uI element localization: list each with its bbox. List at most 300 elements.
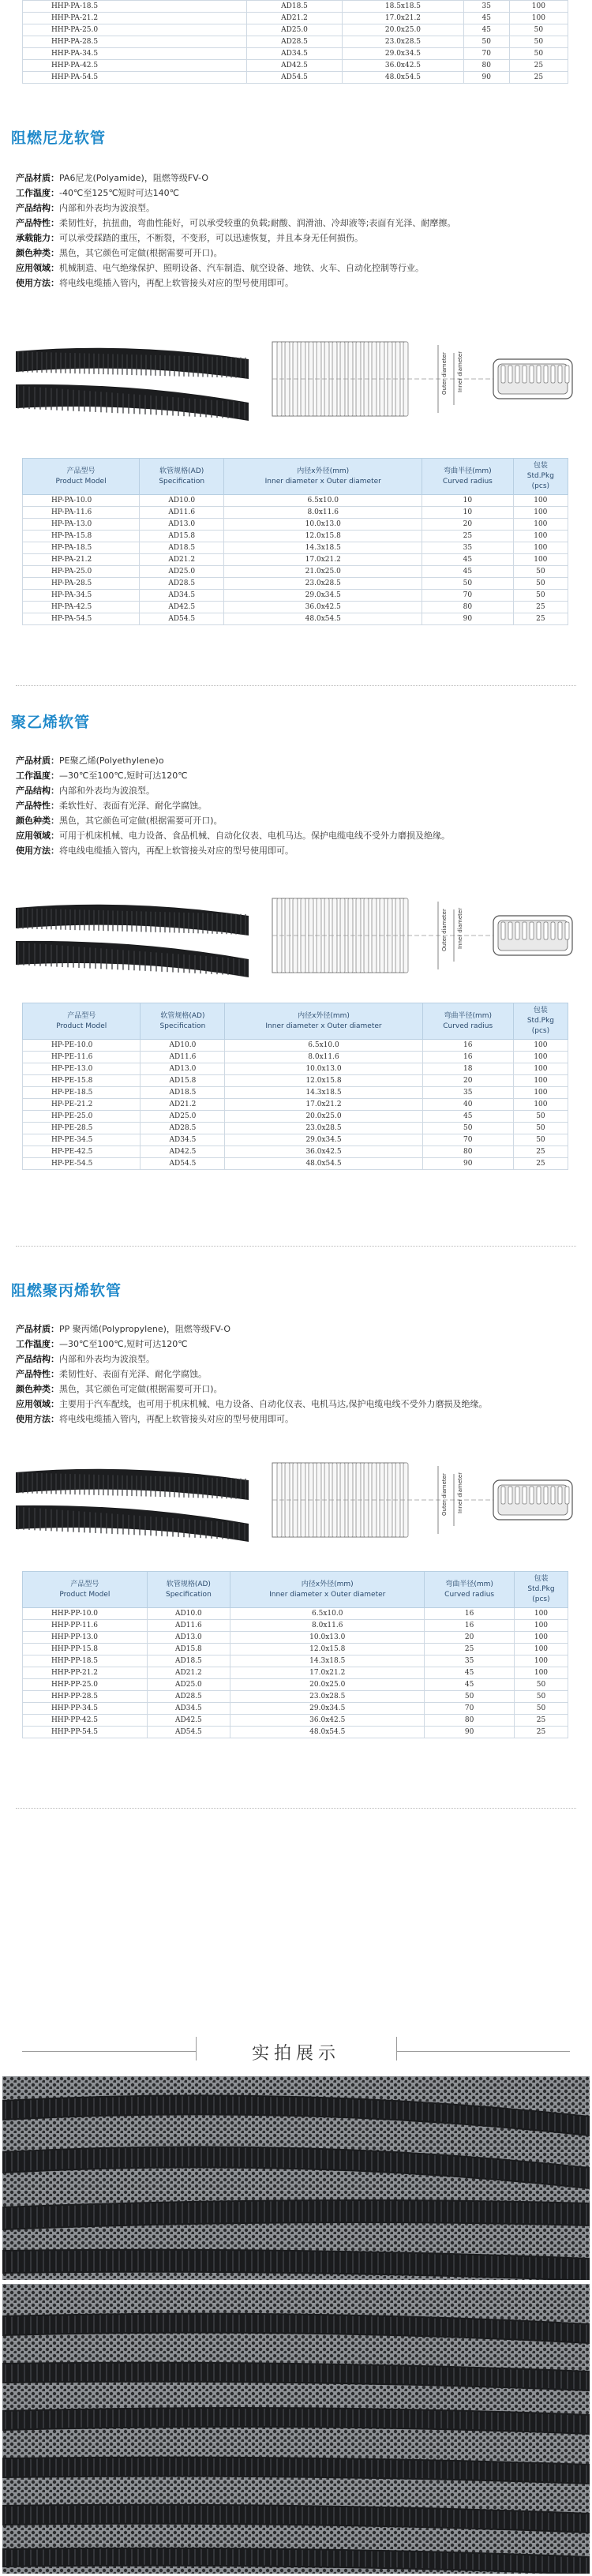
prop-value: 机械制造、电气绝缘保护、照明设备、汽车制造、航空设备、地铁、火车、自动化控制等行业。 bbox=[59, 263, 424, 273]
table-cell: 50 bbox=[513, 1123, 568, 1134]
table-cell: 50 bbox=[509, 36, 568, 48]
table-cell: HP-PA-13.0 bbox=[23, 519, 140, 531]
table-cell: 45 bbox=[425, 1667, 514, 1679]
table-row bbox=[23, 1111, 568, 1123]
table-cell: 50 bbox=[513, 590, 568, 602]
table-cell: 14.3x18.5 bbox=[230, 1655, 425, 1667]
top-table-tail bbox=[0, 0, 568, 84]
header-text: 产品型号 bbox=[66, 467, 96, 475]
table-cell: HHP-PA-54.5 bbox=[23, 72, 247, 84]
table-cell: HP-PA-28.5 bbox=[23, 578, 140, 590]
prop-line bbox=[16, 768, 450, 783]
prop-key: 产品结构： bbox=[16, 1354, 59, 1364]
table-cell: 16 bbox=[422, 1052, 513, 1063]
header-text: 内径x外径(mm) bbox=[301, 1580, 354, 1588]
table-cell: HP-PA-11.6 bbox=[23, 507, 140, 519]
outer-diameter-label: Outer diameter bbox=[441, 909, 448, 951]
header-text: Curved radius bbox=[442, 477, 493, 486]
table-cell: 50 bbox=[463, 36, 509, 48]
table-cell: AD15.8 bbox=[140, 531, 224, 542]
prop-value: 将电线电缆插入管内，再配上软管接头对应的型号使用即可。 bbox=[59, 846, 294, 856]
table-cell: AD25.0 bbox=[140, 566, 224, 578]
table-cell: HP-PA-34.5 bbox=[23, 590, 140, 602]
prop-value: 柔软性好、表面有光泽、耐化学腐蚀。 bbox=[59, 801, 207, 811]
table-header bbox=[141, 1003, 225, 1040]
table-cell: 40 bbox=[422, 1099, 513, 1111]
table-header-row bbox=[23, 1003, 568, 1040]
spec-table-pp bbox=[22, 1571, 568, 1738]
table-cell: 45 bbox=[425, 1679, 514, 1691]
table-cell: AD21.2 bbox=[141, 1099, 225, 1111]
table-row bbox=[23, 1644, 568, 1655]
table-header bbox=[514, 1572, 568, 1608]
banner-bracket-right bbox=[396, 2037, 397, 2060]
prop-key: 颜色种类： bbox=[16, 816, 59, 826]
table-wrap-pp bbox=[0, 1571, 568, 1738]
table-cell: 25 bbox=[514, 1715, 568, 1727]
table-cell: HP-PA-25.0 bbox=[23, 566, 140, 578]
table-cell: HHP-PA-18.5 bbox=[23, 1, 247, 13]
table-row bbox=[23, 1655, 568, 1667]
table-cell: HHP-PP-21.2 bbox=[23, 1667, 148, 1679]
table-cell: HHP-PP-42.5 bbox=[23, 1715, 148, 1727]
table-cell: 25 bbox=[509, 60, 568, 72]
header-text: 软管规格(AD) bbox=[159, 467, 204, 475]
table-cell: 10.0x13.0 bbox=[224, 519, 422, 531]
prop-value: 将电线电缆插入管内，再配上软管接头对应的型号使用即可。 bbox=[59, 1414, 294, 1424]
table-cell: 23.0x28.5 bbox=[230, 1691, 425, 1703]
table-header bbox=[225, 1003, 422, 1040]
table-cell: 100 bbox=[513, 1087, 568, 1099]
product-photo-2 bbox=[2, 2284, 590, 2574]
table-cell: 90 bbox=[422, 1158, 513, 1170]
table-cell: 80 bbox=[422, 1146, 513, 1158]
props-nylon bbox=[16, 171, 455, 291]
header-text: Inner diameter x Outer diameter bbox=[264, 477, 381, 486]
table-cell: 36.0x42.5 bbox=[225, 1146, 422, 1158]
table-cell: HHP-PP-54.5 bbox=[23, 1727, 148, 1738]
prop-line bbox=[16, 1352, 488, 1367]
table-cell: 8.0x11.6 bbox=[225, 1052, 422, 1063]
prop-line bbox=[16, 843, 450, 858]
prop-key: 产品材质： bbox=[16, 173, 59, 183]
table-row bbox=[23, 1620, 568, 1632]
table-cell: HP-PA-42.5 bbox=[23, 602, 140, 613]
table-row bbox=[23, 519, 568, 531]
table-cell: 36.0x42.5 bbox=[343, 60, 464, 72]
table-row bbox=[23, 1063, 568, 1075]
table-cell: HHP-PP-25.0 bbox=[23, 1679, 148, 1691]
header-text: (pcs) bbox=[531, 482, 550, 490]
table-cell: 25 bbox=[425, 1644, 514, 1655]
prop-value: 内部和外表均为波浪型。 bbox=[59, 203, 155, 213]
prop-key: 产品结构： bbox=[16, 786, 59, 796]
table-cell: 10.0x13.0 bbox=[225, 1063, 422, 1075]
table-cell: 48.0x54.5 bbox=[224, 613, 422, 625]
table-cell: AD42.5 bbox=[140, 602, 224, 613]
header-text: 包装 bbox=[533, 462, 548, 470]
table-cell: HHP-PA-21.2 bbox=[23, 13, 247, 24]
table-cell: HP-PE-28.5 bbox=[23, 1123, 141, 1134]
table-row bbox=[23, 72, 568, 84]
table-cell: AD21.2 bbox=[140, 554, 224, 566]
prop-line bbox=[16, 798, 450, 813]
table-cell: 25 bbox=[509, 72, 568, 84]
table-row bbox=[23, 24, 568, 36]
prop-line bbox=[16, 783, 450, 798]
table-row bbox=[23, 1608, 568, 1620]
table-cell: HP-PA-54.5 bbox=[23, 613, 140, 625]
divider bbox=[16, 1246, 576, 1247]
table-cell: 70 bbox=[422, 1134, 513, 1146]
table-cell: 17.0x21.2 bbox=[225, 1099, 422, 1111]
header-text: (pcs) bbox=[532, 1595, 550, 1603]
table-cell: 10.0x13.0 bbox=[230, 1632, 425, 1644]
table-cell: HHP-PA-42.5 bbox=[23, 60, 247, 72]
prop-value: 可用于机床机械、电力设备、食品机械、自动化仪表、电机马达。保护电缆电线不受外力磨损及绝缘。 bbox=[59, 831, 450, 841]
table-cell: 12.0x15.8 bbox=[230, 1644, 425, 1655]
table-cell: HHP-PA-28.5 bbox=[23, 36, 247, 48]
prop-key: 应用领域： bbox=[16, 1399, 59, 1409]
prop-value: 黑色，其它颜色可定做(根据需要可开口)。 bbox=[59, 816, 223, 826]
table-cell: 50 bbox=[513, 578, 568, 590]
table-cell: 100 bbox=[513, 1052, 568, 1063]
table-cell: AD21.2 bbox=[246, 13, 342, 24]
prop-value: -40℃至125℃短时可达140℃ bbox=[59, 188, 180, 198]
outer-diameter-label: Outer diameter bbox=[441, 1473, 448, 1516]
table-cell: 6.5x10.0 bbox=[224, 495, 422, 507]
prop-value: 内部和外表均为波浪型。 bbox=[59, 1354, 155, 1364]
table-cell: 100 bbox=[514, 1644, 568, 1655]
header-text: Inner diameter x Outer diameter bbox=[265, 1022, 382, 1030]
table-cell: AD15.8 bbox=[147, 1644, 230, 1655]
table-cell: AD18.5 bbox=[141, 1087, 225, 1099]
table-header bbox=[425, 1572, 514, 1608]
spec-table-nylon bbox=[22, 458, 568, 625]
prop-key: 工作温度： bbox=[16, 1339, 59, 1349]
table-cell: HP-PA-15.8 bbox=[23, 531, 140, 542]
table-cell: 35 bbox=[422, 542, 514, 554]
header-text: Std.Pkg bbox=[526, 472, 554, 480]
header-text: 产品型号 bbox=[67, 1011, 96, 1020]
table-cell: 50 bbox=[513, 566, 568, 578]
table-cell: 100 bbox=[514, 1632, 568, 1644]
header-text: 内径x外径(mm) bbox=[298, 1011, 350, 1020]
spec-table-top bbox=[22, 0, 568, 84]
table-cell: AD13.0 bbox=[140, 519, 224, 531]
table-header bbox=[513, 1003, 568, 1040]
table-cell: 90 bbox=[422, 613, 514, 625]
table-cell: AD11.6 bbox=[140, 507, 224, 519]
cross-section bbox=[493, 1480, 572, 1520]
table-cell: 36.0x42.5 bbox=[224, 602, 422, 613]
table-header bbox=[224, 459, 422, 495]
table-cell: 20 bbox=[422, 1075, 513, 1087]
header-text: 弯曲半径(mm) bbox=[444, 467, 492, 475]
prop-line bbox=[16, 1412, 488, 1427]
table-cell: 29.0x34.5 bbox=[343, 48, 464, 60]
table-row bbox=[23, 1727, 568, 1738]
section-title-nylon: 阻燃尼龙软管 bbox=[11, 129, 107, 147]
table-cell: AD54.5 bbox=[147, 1727, 230, 1738]
prop-line bbox=[16, 1322, 488, 1337]
header-text: Specification bbox=[165, 1590, 212, 1599]
table-cell: HP-PE-34.5 bbox=[23, 1134, 141, 1146]
prop-key: 颜色种类： bbox=[16, 1384, 59, 1394]
table-header bbox=[513, 459, 568, 495]
header-text: 弯曲半径(mm) bbox=[445, 1580, 493, 1588]
table-cell: AD10.0 bbox=[140, 495, 224, 507]
table-cell: 50 bbox=[509, 24, 568, 36]
prop-line bbox=[16, 1367, 488, 1382]
table-cell: 45 bbox=[422, 566, 514, 578]
table-cell: 48.0x54.5 bbox=[343, 72, 464, 84]
table-cell: 6.5x10.0 bbox=[225, 1040, 422, 1052]
table-cell: 29.0x34.5 bbox=[230, 1703, 425, 1715]
table-cell: AD34.5 bbox=[147, 1703, 230, 1715]
table-cell: 100 bbox=[513, 1040, 568, 1052]
table-cell: AD25.0 bbox=[147, 1679, 230, 1691]
table-row bbox=[23, 60, 568, 72]
table-cell: 20.0x25.0 bbox=[230, 1679, 425, 1691]
table-row bbox=[23, 566, 568, 578]
table-cell: 80 bbox=[463, 60, 509, 72]
prop-key: 产品特性： bbox=[16, 1369, 59, 1379]
table-row bbox=[23, 1691, 568, 1703]
table-cell: 50 bbox=[513, 1111, 568, 1123]
table-cell: 50 bbox=[509, 48, 568, 60]
table-cell: HHP-PP-13.0 bbox=[23, 1632, 148, 1644]
table-row bbox=[23, 1632, 568, 1644]
table-cell: HP-PE-54.5 bbox=[23, 1158, 141, 1170]
prop-key: 工作温度： bbox=[16, 771, 59, 781]
inner-diameter-label: Inner diameter bbox=[457, 1472, 463, 1513]
photo-banner bbox=[0, 2034, 592, 2068]
table-cell: HHP-PA-25.0 bbox=[23, 24, 247, 36]
table-cell: AD54.5 bbox=[246, 72, 342, 84]
table-cell: 12.0x15.8 bbox=[225, 1075, 422, 1087]
table-cell: 100 bbox=[514, 1608, 568, 1620]
table-cell: HHP-PA-34.5 bbox=[23, 48, 247, 60]
table-cell: AD42.5 bbox=[141, 1146, 225, 1158]
table-wrap-pe bbox=[0, 1003, 568, 1170]
header-text: 内径x外径(mm) bbox=[297, 467, 350, 475]
prop-line bbox=[16, 828, 450, 843]
prop-value: 可以承受踩踏的重压，不断裂，不变形，可以迅速恢复，并且本身无任何损伤。 bbox=[59, 233, 363, 243]
table-cell: 23.0x28.5 bbox=[225, 1123, 422, 1134]
table-row bbox=[23, 1703, 568, 1715]
table-row bbox=[23, 1679, 568, 1691]
table-cell: 20.0x25.0 bbox=[343, 24, 464, 36]
table-cell: 17.0x21.2 bbox=[230, 1667, 425, 1679]
table-cell: 100 bbox=[513, 531, 568, 542]
table-cell: 8.0x11.6 bbox=[230, 1620, 425, 1632]
prop-value: 黑色，其它颜色可定做(根据需要可开口)。 bbox=[59, 248, 223, 258]
table-row bbox=[23, 1087, 568, 1099]
table-cell: 70 bbox=[463, 48, 509, 60]
table-cell: 100 bbox=[513, 542, 568, 554]
table-cell: AD18.5 bbox=[147, 1655, 230, 1667]
table-cell: 48.0x54.5 bbox=[230, 1727, 425, 1738]
table-cell: 23.0x28.5 bbox=[343, 36, 464, 48]
header-text: Std.Pkg bbox=[526, 1017, 554, 1025]
table-cell: AD28.5 bbox=[140, 578, 224, 590]
table-cell: 29.0x34.5 bbox=[224, 590, 422, 602]
table-cell: HP-PA-18.5 bbox=[23, 542, 140, 554]
table-cell: 8.0x11.6 bbox=[224, 507, 422, 519]
table-header bbox=[23, 1003, 141, 1040]
header-text: Product Model bbox=[55, 477, 107, 486]
table-cell: 100 bbox=[513, 507, 568, 519]
prop-value: 黑色，其它颜色可定做(根据需要可开口)。 bbox=[59, 1384, 223, 1394]
table-cell: 18 bbox=[422, 1063, 513, 1075]
props-pe bbox=[16, 753, 450, 858]
table-row bbox=[23, 1134, 568, 1146]
prop-line bbox=[16, 753, 450, 768]
table-cell: 70 bbox=[425, 1703, 514, 1715]
table-cell: 29.0x34.5 bbox=[225, 1134, 422, 1146]
table-cell: 20 bbox=[425, 1632, 514, 1644]
table-header bbox=[422, 459, 514, 495]
header-text: 包装 bbox=[533, 1007, 548, 1014]
table-cell: 90 bbox=[425, 1727, 514, 1738]
table-row bbox=[23, 1, 568, 13]
table-cell: 45 bbox=[422, 1111, 513, 1123]
table-cell: 70 bbox=[422, 590, 514, 602]
table-cell: AD42.5 bbox=[147, 1715, 230, 1727]
table-cell: 50 bbox=[422, 1123, 513, 1134]
table-header bbox=[140, 459, 224, 495]
table-cell: 6.5x10.0 bbox=[230, 1608, 425, 1620]
table-cell: HHP-PP-11.6 bbox=[23, 1620, 148, 1632]
prop-key: 产品结构： bbox=[16, 203, 59, 213]
prop-line bbox=[16, 186, 455, 201]
table-cell: 100 bbox=[513, 1099, 568, 1111]
prop-line bbox=[16, 1337, 488, 1352]
table-cell: 100 bbox=[513, 1075, 568, 1087]
header-text: Product Model bbox=[59, 1590, 111, 1599]
table-cell: AD18.5 bbox=[140, 542, 224, 554]
table-cell: AD28.5 bbox=[246, 36, 342, 48]
table-header bbox=[230, 1572, 425, 1608]
table-cell: 80 bbox=[425, 1715, 514, 1727]
table-cell: AD25.0 bbox=[246, 24, 342, 36]
table-cell: 50 bbox=[422, 578, 514, 590]
table-cell: 50 bbox=[513, 1134, 568, 1146]
table-row bbox=[23, 542, 568, 554]
section-title-pp: 阻燃聚丙烯软管 bbox=[11, 1282, 122, 1299]
hose-photo bbox=[16, 1469, 249, 1542]
table-cell: 10 bbox=[422, 507, 514, 519]
table-row bbox=[23, 1040, 568, 1052]
prop-value: 柔韧性好，抗扭曲，弯曲性能好，可以承受较重的负载;耐酸、润滑油、冷却液等;表面有光泽、耐摩擦。 bbox=[59, 218, 456, 228]
table-row bbox=[23, 36, 568, 48]
table-header bbox=[147, 1572, 230, 1608]
table-cell: HP-PE-13.0 bbox=[23, 1063, 141, 1075]
prop-line bbox=[16, 261, 455, 276]
table-cell: AD34.5 bbox=[141, 1134, 225, 1146]
table-cell: 35 bbox=[425, 1655, 514, 1667]
table-cell: 35 bbox=[463, 1, 509, 13]
header-text: 产品型号 bbox=[70, 1580, 99, 1588]
table-row bbox=[23, 1158, 568, 1170]
prop-key: 产品特性： bbox=[16, 801, 59, 811]
table-cell: HHP-PP-15.8 bbox=[23, 1644, 148, 1655]
table-cell: AD13.0 bbox=[147, 1632, 230, 1644]
prop-key: 应用领域： bbox=[16, 831, 59, 841]
table-cell: 45 bbox=[463, 13, 509, 24]
table-cell: AD11.6 bbox=[147, 1620, 230, 1632]
table-header-row bbox=[23, 1572, 568, 1608]
table-cell: 25 bbox=[513, 602, 568, 613]
header-text: Product Model bbox=[56, 1022, 107, 1030]
table-cell: AD15.8 bbox=[141, 1075, 225, 1087]
table-row bbox=[23, 1123, 568, 1134]
table-cell: AD54.5 bbox=[141, 1158, 225, 1170]
table-cell: 80 bbox=[422, 602, 514, 613]
header-text: 软管规格(AD) bbox=[166, 1580, 211, 1588]
table-cell: 45 bbox=[422, 554, 514, 566]
table-row bbox=[23, 531, 568, 542]
table-cell: 100 bbox=[514, 1667, 568, 1679]
table-cell: 25 bbox=[513, 613, 568, 625]
table-header-row bbox=[23, 459, 568, 495]
header-text: Std.Pkg bbox=[527, 1585, 555, 1593]
prop-line bbox=[16, 231, 455, 246]
table-row bbox=[23, 495, 568, 507]
table-cell: HP-PE-15.8 bbox=[23, 1075, 141, 1087]
hose-photo bbox=[16, 348, 249, 421]
table-cell: AD21.2 bbox=[147, 1667, 230, 1679]
header-text: 软管规格(AD) bbox=[160, 1011, 205, 1020]
prop-key: 颜色种类： bbox=[16, 248, 59, 258]
prop-key: 产品特性： bbox=[16, 218, 59, 228]
prop-key: 产品材质： bbox=[16, 756, 59, 766]
table-cell: AD28.5 bbox=[141, 1123, 225, 1134]
table-cell: 14.3x18.5 bbox=[224, 542, 422, 554]
prop-key: 使用方法： bbox=[16, 846, 59, 856]
table-cell: 25 bbox=[513, 1158, 568, 1170]
cross-section bbox=[493, 359, 572, 399]
cross-section bbox=[493, 916, 572, 955]
table-cell: AD54.5 bbox=[140, 613, 224, 625]
table-row bbox=[23, 602, 568, 613]
table-cell: HP-PE-42.5 bbox=[23, 1146, 141, 1158]
table-cell: 36.0x42.5 bbox=[230, 1715, 425, 1727]
table-cell: 17.0x21.2 bbox=[224, 554, 422, 566]
table-cell: 100 bbox=[513, 495, 568, 507]
table-row bbox=[23, 1075, 568, 1087]
table-cell: 50 bbox=[514, 1679, 568, 1691]
header-text: Specification bbox=[159, 477, 205, 486]
product-photo-1 bbox=[2, 2076, 590, 2280]
table-row bbox=[23, 1715, 568, 1727]
prop-line bbox=[16, 813, 450, 828]
prop-key: 承载能力： bbox=[16, 233, 59, 243]
hose-photo bbox=[16, 905, 249, 977]
banner-title: 实拍展示 bbox=[251, 2044, 340, 2064]
table-cell: AD13.0 bbox=[141, 1063, 225, 1075]
table-row bbox=[23, 554, 568, 566]
table-cell: 50 bbox=[514, 1703, 568, 1715]
table-cell: AD42.5 bbox=[246, 60, 342, 72]
prop-key: 产品材质： bbox=[16, 1324, 59, 1334]
table-cell: 25 bbox=[422, 531, 514, 542]
table-row bbox=[23, 507, 568, 519]
divider bbox=[16, 1808, 576, 1809]
table-cell: HP-PE-25.0 bbox=[23, 1111, 141, 1123]
table-cell: HP-PE-11.6 bbox=[23, 1052, 141, 1063]
